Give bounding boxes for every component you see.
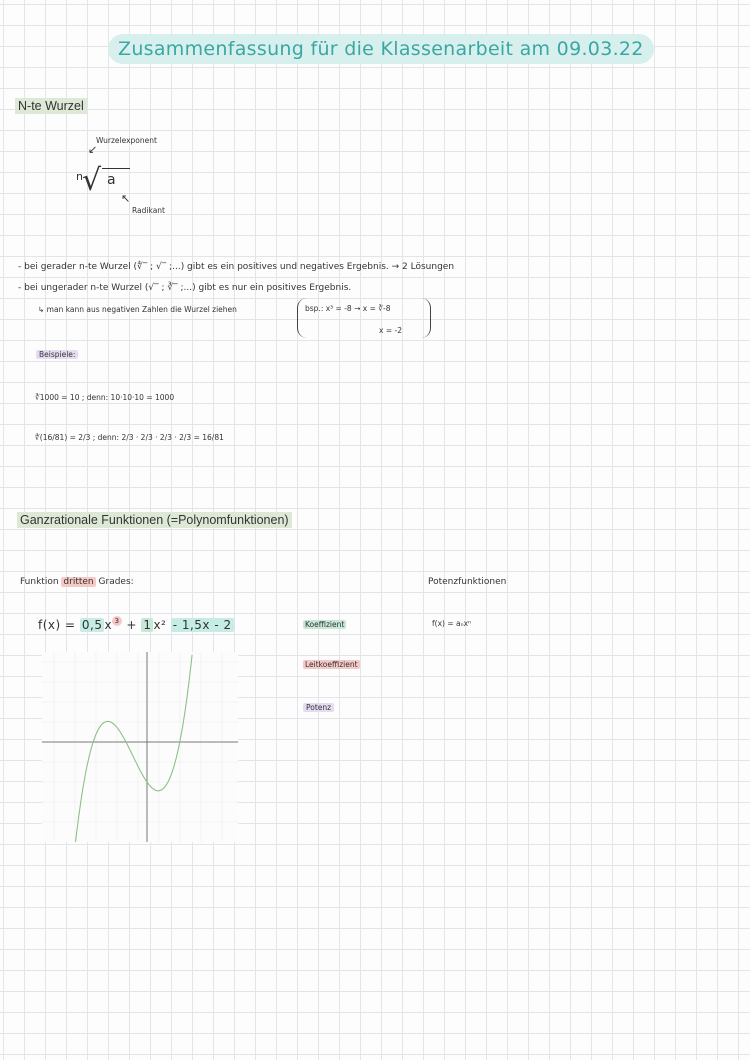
root-vinculum [102, 168, 130, 169]
subheading-post: Grades: [98, 577, 134, 587]
bullet-gerade: - bei gerader n-te Wurzel (∜‾ ; √‾ ;...) gibt es ein positives und negatives Ergebnis. → 2 Lösungen [18, 262, 455, 272]
wurzelexponent-label: Wurzelexponent [96, 136, 157, 145]
cubic-graph [42, 652, 238, 842]
radicand: a [107, 172, 116, 188]
subheading-funktion [20, 577, 134, 587]
arrow-exponent-icon: ↙ [88, 143, 98, 156]
root-symbol: √ [82, 163, 102, 198]
examples-label: Beispiele: [36, 350, 78, 359]
page-title: Zusammenfassung für die Klassenarbeit am 09.03.22 [108, 34, 654, 64]
formula-plus: + [126, 618, 137, 632]
section-heading-ganzrationale: Ganzrationale Funktionen (=Polynomfunktionen) [17, 512, 292, 528]
legend-potenz: Potenz [303, 703, 334, 712]
bullet-negative: ↳ man kann aus negativen Zahlen die Wurzel ziehen [38, 305, 237, 314]
formula-coef2: 1 [143, 618, 152, 632]
bracket-example-line1: bsp.: x³ = -8 → x = ∛-8 [305, 304, 391, 313]
formula-var2: x² [153, 618, 167, 632]
formula-lhs: f(x) = [38, 618, 76, 632]
subheading-pre: Funktion [20, 577, 59, 587]
subheading-highlight: dritten [63, 577, 94, 587]
formula-coef1: 0,5 [81, 618, 103, 632]
potenzfunktionen-title: Potenzfunktionen [428, 577, 507, 587]
bracket-example-line2: x = -2 [379, 326, 402, 335]
section-heading-nte-wurzel: N-te Wurzel [15, 98, 87, 114]
radikant-label: Radikant [132, 206, 165, 215]
formula-exp1: 3 [112, 616, 122, 626]
example-1: ∛1000 = 10 ; denn: 10·10·10 = 1000 [35, 393, 175, 402]
graph-background [42, 652, 238, 842]
formula-var1: x [104, 618, 113, 632]
legend-leitkoeffizient: Leitkoeffizient [305, 660, 358, 669]
arrow-radicand-icon: ↖ [121, 192, 131, 205]
potenz-formula: f(x) = aₙxⁿ [432, 619, 471, 628]
legend-koeffizient: Koeffizient [305, 620, 345, 629]
bullet-ungerade: - bei ungerader n-te Wurzel (√‾ ; ∛‾ ;...) gibt es nur ein positives Ergebnis. [18, 283, 352, 293]
formula-rest: - 1,5x - 2 [172, 618, 232, 632]
root-exponent: n [76, 170, 83, 183]
example-2: ∜(16/81) = 2/3 ; denn: 2/3 · 2/3 · 2/3 · 2/3 = 16/81 [35, 433, 224, 442]
cubic-formula [38, 616, 234, 632]
